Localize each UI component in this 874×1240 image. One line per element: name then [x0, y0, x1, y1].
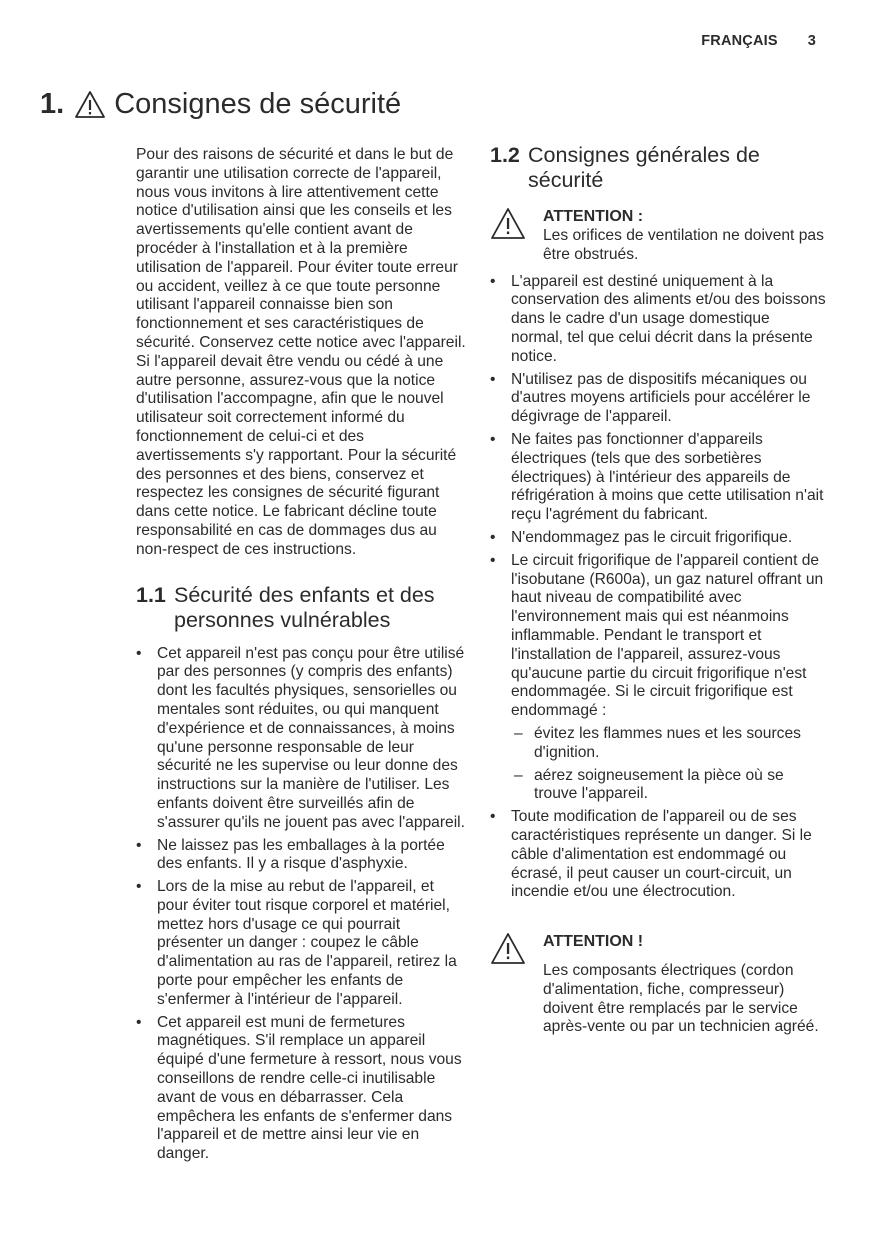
- sub-list-item: – évitez les flammes nues et les sources d'ignition.: [511, 725, 826, 763]
- warning-icon: [74, 89, 106, 121]
- attention-notice: [490, 932, 826, 1037]
- sub-list-item: – aérez soigneusement la pièce où se trouve l'appareil.: [511, 767, 826, 805]
- children-safety-list: [136, 645, 466, 1165]
- list-item: • Cet appareil est muni de fermetures magnétiques. S'il remplace un appareil équipé d'une fermeture à ressort, nous vous conseillons de rendre celle-ci inutilisable avant de vous en débarrasser. Cela empêchera les enfants de s'enfermer dans l'appareil et de mettre ainsi leur vie en danger.: [136, 1014, 466, 1164]
- attention-label: ATTENTION :: [543, 208, 644, 225]
- list-item: • Lors de la mise au rebut de l'appareil, et pour éviter tout risque corporel et matériel, mettez hors d'usage ce qui pourrait présenter un danger : coupez le câble d'alimentation au ras de l'appareil, retirez la porte pour empêcher les enfants de s'enfermer à l'intérieur de l'appareil.: [136, 878, 466, 1010]
- list-item: • N'endommagez pas le circuit frigorifique.: [490, 529, 826, 548]
- section-title: Consignes générales de sécurité: [528, 143, 760, 192]
- right-column: [490, 143, 826, 1037]
- attention-text: Les composants électriques (cordon d'alimentation, fiche, compresseur) doivent être remplacés par le service après-vente ou par un technicien agréé.: [543, 962, 819, 1036]
- section-heading-1-2: [490, 143, 826, 193]
- list-item-text: Le circuit frigorifique de l'appareil contient de l'isobutane (R600a), un gaz naturel offrant un haut niveau de compatibilité avec l'environnement mais qui est néanmoins inflammable. Pendant le transport et l'installation de l'appareil, assurez-vous qu'aucune partie du circuit frigorifique n'est endommagée. Si le circuit frigorifique est endommagé :: [511, 551, 824, 720]
- page-title: [40, 88, 401, 121]
- page-number: 3: [807, 33, 816, 49]
- list-item: • Ne faites pas fonctionner d'appareils électriques (tels que des sorbetières électriques) à l'intérieur des appareils de réfrigération à moins que cette utilisation n'ait reçu l'agrément du fabricant.: [490, 431, 826, 525]
- sub-list: [511, 725, 826, 804]
- attention-notice: [490, 207, 826, 265]
- list-item: • L'appareil est destiné uniquement à la conservation des aliments et/ou des boissons dans le cadre d'un usage domestique normal, tel que celui décrit dans la présente notice.: [490, 273, 826, 367]
- list-item: • Toute modification de l'appareil ou de ses caractéristiques représente un danger. Si le câble d'alimentation est endommagé ou écrasé, il peut causer un court-circuit, un incendie et/ou une électrocution.: [490, 808, 826, 902]
- left-column: [136, 146, 466, 1168]
- attention-text: Les orifices de ventilation ne doivent pas être obstrués.: [543, 227, 824, 263]
- list-item: [490, 552, 826, 804]
- chapter-title: Consignes de sécurité: [114, 88, 402, 120]
- general-safety-list: [490, 273, 826, 903]
- warning-icon: [490, 207, 526, 241]
- section-number: 1.2: [490, 143, 520, 167]
- section-title: Sécurité des enfants et des personnes vulnérables: [174, 582, 435, 632]
- section-number: 1.1: [136, 582, 166, 607]
- attention-label: ATTENTION !: [543, 933, 644, 951]
- language-label: FRANÇAIS: [701, 33, 778, 49]
- intro-paragraph: Pour des raisons de sécurité et dans le but de garantir une utilisation correcte de l'appareil, nous vous invitons à lire attentivement cette notice d'utilisation ainsi que les conseils et les avertissements qu'elle contient avant de procéder à l'installation et à la première utilisation de l'appareil. Pour éviter toute erreur ou accident, veillez à ce que toute personne utilisant l'appareil connaisse bien son fonctionnement et ses caractéristiques de sécurité. Conservez cette notice avec l'appareil. Si l'appareil devait être vendu ou cédé à une autre personne, assurez-vous que la notice d'utilisation l'accompagne, afin que le nouvel utilisateur soit correctement informé du fonctionnement de celui-ci et des avertissements s'y rapportant. Pour la sécurité des personnes et des biens, conservez et respectez les consignes de sécurité figurant dans cette notice. Le fabricant décline toute responsabilité en cas de dommages dus au non-respect de ces instructions.: [136, 146, 466, 558]
- warning-icon: [490, 932, 526, 966]
- chapter-number: 1.: [40, 88, 65, 120]
- list-item: • N'utilisez pas de dispositifs mécaniques ou d'autres moyens artificiels pour accélérer le dégivrage de l'appareil.: [490, 371, 826, 427]
- page-header: [701, 33, 816, 49]
- list-item: • Ne laissez pas les emballages à la portée des enfants. Il y a risque d'asphyxie.: [136, 837, 466, 875]
- list-item: • Cet appareil n'est pas conçu pour être utilisé par des personnes (y compris des enfants) dont les facultés physiques, sensorielles ou mentales sont réduites, ou qui manquent d'expérience et de connaissances, à moins qu'une personne responsable de leur sécurité ne les supervise ou leur donne des instructions sur la manière de l'utiliser. Les enfants doivent être surveillés afin de s'assurer qu'ils ne jouent pas avec l'appareil.: [136, 645, 466, 833]
- section-heading-1-1: [136, 583, 466, 633]
